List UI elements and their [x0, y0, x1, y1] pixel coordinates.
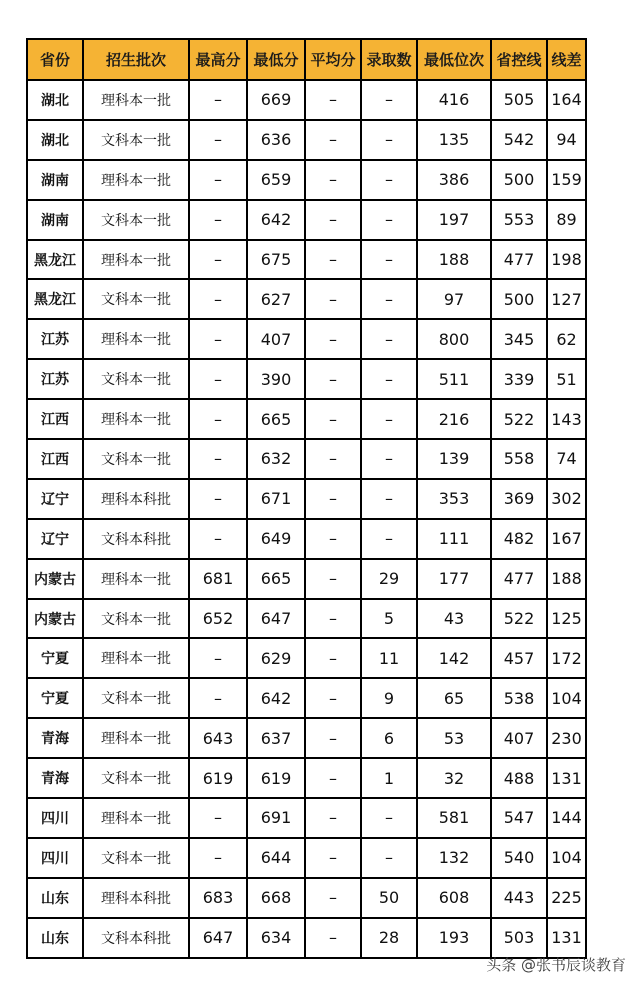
cell-admit-count: –	[361, 399, 417, 439]
header-batch: 招生批次	[83, 39, 189, 80]
cell-province: 山东	[27, 918, 83, 958]
cell-min-rank: 416	[417, 80, 491, 120]
cell-min-rank: 142	[417, 638, 491, 678]
cell-province: 辽宁	[27, 479, 83, 519]
cell-line-diff: 131	[547, 918, 586, 958]
cell-admit-count: –	[361, 240, 417, 280]
table-row	[27, 319, 586, 359]
cell-min-score: 644	[247, 838, 305, 878]
table-row	[27, 638, 586, 678]
cell-min-rank: 511	[417, 359, 491, 399]
cell-control-line: 538	[491, 678, 547, 718]
cell-avg-score: –	[305, 918, 361, 958]
cell-max-score: 643	[189, 718, 247, 758]
cell-min-score: 665	[247, 559, 305, 599]
watermark-text: 头条 @张书辰谈教育	[486, 956, 626, 974]
cell-min-rank: 139	[417, 439, 491, 479]
cell-batch: 理科本一批	[83, 160, 189, 200]
cell-batch: 理科本一批	[83, 559, 189, 599]
cell-min-rank: 53	[417, 718, 491, 758]
cell-avg-score: –	[305, 718, 361, 758]
cell-batch: 文科本一批	[83, 758, 189, 798]
cell-avg-score: –	[305, 838, 361, 878]
cell-batch: 文科本科批	[83, 918, 189, 958]
cell-admit-count: –	[361, 160, 417, 200]
cell-max-score: –	[189, 519, 247, 559]
table-row	[27, 479, 586, 519]
cell-min-rank: 111	[417, 519, 491, 559]
cell-line-diff: 225	[547, 878, 586, 918]
cell-line-diff: 104	[547, 678, 586, 718]
cell-control-line: 345	[491, 319, 547, 359]
cell-province: 宁夏	[27, 638, 83, 678]
table-row	[27, 599, 586, 639]
header-admit-count: 录取数	[361, 39, 417, 80]
cell-province: 黑龙江	[27, 240, 83, 280]
cell-min-rank: 132	[417, 838, 491, 878]
cell-province: 四川	[27, 838, 83, 878]
cell-line-diff: 131	[547, 758, 586, 798]
cell-control-line: 477	[491, 559, 547, 599]
cell-avg-score: –	[305, 80, 361, 120]
cell-province: 江西	[27, 439, 83, 479]
cell-min-rank: 386	[417, 160, 491, 200]
cell-min-score: 669	[247, 80, 305, 120]
table-row	[27, 439, 586, 479]
cell-admit-count: –	[361, 80, 417, 120]
cell-control-line: 547	[491, 798, 547, 838]
table-row	[27, 80, 586, 120]
cell-province: 四川	[27, 798, 83, 838]
cell-control-line: 522	[491, 599, 547, 639]
cell-avg-score: –	[305, 599, 361, 639]
cell-min-score: 637	[247, 718, 305, 758]
cell-batch: 文科本一批	[83, 359, 189, 399]
cell-admit-count: –	[361, 319, 417, 359]
cell-control-line: 500	[491, 160, 547, 200]
cell-avg-score: –	[305, 439, 361, 479]
cell-min-rank: 800	[417, 319, 491, 359]
cell-admit-count: 28	[361, 918, 417, 958]
cell-line-diff: 164	[547, 80, 586, 120]
cell-province: 湖南	[27, 160, 83, 200]
cell-min-rank: 65	[417, 678, 491, 718]
table-row	[27, 359, 586, 399]
cell-min-score: 407	[247, 319, 305, 359]
cell-control-line: 339	[491, 359, 547, 399]
table-row	[27, 798, 586, 838]
cell-avg-score: –	[305, 559, 361, 599]
cell-control-line: 369	[491, 479, 547, 519]
cell-admit-count: –	[361, 519, 417, 559]
cell-line-diff: 302	[547, 479, 586, 519]
cell-batch: 理科本一批	[83, 638, 189, 678]
cell-admit-count: –	[361, 439, 417, 479]
cell-avg-score: –	[305, 638, 361, 678]
cell-admit-count: –	[361, 120, 417, 160]
cell-avg-score: –	[305, 240, 361, 280]
cell-max-score: 647	[189, 918, 247, 958]
cell-line-diff: 198	[547, 240, 586, 280]
cell-avg-score: –	[305, 878, 361, 918]
cell-batch: 理科本一批	[83, 718, 189, 758]
cell-admit-count: 9	[361, 678, 417, 718]
cell-avg-score: –	[305, 120, 361, 160]
table-row	[27, 519, 586, 559]
header-line-diff: 线差	[547, 39, 586, 80]
cell-province: 湖北	[27, 120, 83, 160]
cell-min-score: 636	[247, 120, 305, 160]
cell-min-score: 390	[247, 359, 305, 399]
table-row	[27, 918, 586, 958]
header-province: 省份	[27, 39, 83, 80]
cell-min-score: 634	[247, 918, 305, 958]
cell-max-score: –	[189, 638, 247, 678]
cell-min-rank: 188	[417, 240, 491, 280]
cell-max-score: –	[189, 80, 247, 120]
cell-line-diff: 94	[547, 120, 586, 160]
cell-batch: 理科本科批	[83, 878, 189, 918]
cell-max-score: –	[189, 319, 247, 359]
cell-batch: 文科本一批	[83, 120, 189, 160]
cell-max-score: –	[189, 479, 247, 519]
table-row	[27, 160, 586, 200]
cell-batch: 文科本科批	[83, 519, 189, 559]
table-row	[27, 279, 586, 319]
cell-batch: 文科本一批	[83, 838, 189, 878]
cell-province: 湖南	[27, 200, 83, 240]
cell-control-line: 477	[491, 240, 547, 280]
cell-admit-count: –	[361, 359, 417, 399]
cell-avg-score: –	[305, 399, 361, 439]
cell-line-diff: 167	[547, 519, 586, 559]
cell-min-score: 659	[247, 160, 305, 200]
cell-admit-count: –	[361, 200, 417, 240]
score-table-container	[26, 38, 585, 959]
table-row	[27, 559, 586, 599]
cell-max-score: 652	[189, 599, 247, 639]
cell-admit-count: 11	[361, 638, 417, 678]
cell-avg-score: –	[305, 678, 361, 718]
cell-control-line: 488	[491, 758, 547, 798]
cell-min-rank: 197	[417, 200, 491, 240]
cell-min-rank: 135	[417, 120, 491, 160]
cell-admit-count: 29	[361, 559, 417, 599]
cell-max-score: –	[189, 160, 247, 200]
header-avg-score: 平均分	[305, 39, 361, 80]
cell-line-diff: 74	[547, 439, 586, 479]
cell-batch: 理科本一批	[83, 399, 189, 439]
cell-line-diff: 159	[547, 160, 586, 200]
cell-avg-score: –	[305, 798, 361, 838]
cell-admit-count: –	[361, 479, 417, 519]
cell-admit-count: 5	[361, 599, 417, 639]
cell-min-score: 649	[247, 519, 305, 559]
table-row	[27, 838, 586, 878]
cell-min-rank: 177	[417, 559, 491, 599]
cell-line-diff: 172	[547, 638, 586, 678]
cell-province: 江苏	[27, 359, 83, 399]
cell-control-line: 503	[491, 918, 547, 958]
cell-min-rank: 216	[417, 399, 491, 439]
cell-max-score: 681	[189, 559, 247, 599]
cell-batch: 理科本一批	[83, 798, 189, 838]
table-body	[27, 80, 586, 958]
cell-min-score: 691	[247, 798, 305, 838]
cell-max-score: –	[189, 399, 247, 439]
cell-min-score: 629	[247, 638, 305, 678]
cell-min-rank: 32	[417, 758, 491, 798]
header-control-line: 省控线	[491, 39, 547, 80]
cell-min-score: 671	[247, 479, 305, 519]
cell-max-score: –	[189, 200, 247, 240]
cell-avg-score: –	[305, 200, 361, 240]
cell-province: 山东	[27, 878, 83, 918]
cell-min-score: 665	[247, 399, 305, 439]
cell-control-line: 407	[491, 718, 547, 758]
table-row	[27, 758, 586, 798]
cell-avg-score: –	[305, 279, 361, 319]
cell-line-diff: 104	[547, 838, 586, 878]
table-row	[27, 718, 586, 758]
cell-max-score: –	[189, 120, 247, 160]
cell-min-score: 619	[247, 758, 305, 798]
cell-control-line: 558	[491, 439, 547, 479]
cell-control-line: 482	[491, 519, 547, 559]
header-min-rank: 最低位次	[417, 39, 491, 80]
cell-min-score: 632	[247, 439, 305, 479]
cell-line-diff: 143	[547, 399, 586, 439]
cell-min-rank: 97	[417, 279, 491, 319]
cell-admit-count: –	[361, 798, 417, 838]
cell-min-rank: 608	[417, 878, 491, 918]
cell-province: 江西	[27, 399, 83, 439]
cell-control-line: 505	[491, 80, 547, 120]
cell-max-score: 619	[189, 758, 247, 798]
table-row	[27, 240, 586, 280]
cell-admit-count: 50	[361, 878, 417, 918]
cell-control-line: 522	[491, 399, 547, 439]
cell-admit-count: –	[361, 279, 417, 319]
cell-province: 宁夏	[27, 678, 83, 718]
cell-control-line: 457	[491, 638, 547, 678]
cell-max-score: –	[189, 359, 247, 399]
cell-min-score: 675	[247, 240, 305, 280]
cell-max-score: –	[189, 279, 247, 319]
cell-batch: 文科本一批	[83, 678, 189, 718]
cell-line-diff: 230	[547, 718, 586, 758]
cell-control-line: 542	[491, 120, 547, 160]
cell-min-rank: 193	[417, 918, 491, 958]
cell-batch: 理科本一批	[83, 240, 189, 280]
cell-province: 内蒙古	[27, 559, 83, 599]
table-row	[27, 200, 586, 240]
cell-province: 青海	[27, 718, 83, 758]
cell-batch: 文科本一批	[83, 200, 189, 240]
cell-province: 黑龙江	[27, 279, 83, 319]
cell-batch: 理科本一批	[83, 80, 189, 120]
cell-province: 青海	[27, 758, 83, 798]
cell-control-line: 540	[491, 838, 547, 878]
cell-min-score: 642	[247, 678, 305, 718]
admission-score-table	[26, 38, 587, 959]
cell-max-score: –	[189, 798, 247, 838]
cell-batch: 理科本科批	[83, 479, 189, 519]
cell-line-diff: 125	[547, 599, 586, 639]
cell-control-line: 500	[491, 279, 547, 319]
cell-min-score: 642	[247, 200, 305, 240]
header-max-score: 最高分	[189, 39, 247, 80]
cell-avg-score: –	[305, 479, 361, 519]
cell-batch: 文科本一批	[83, 599, 189, 639]
cell-min-rank: 581	[417, 798, 491, 838]
cell-min-score: 627	[247, 279, 305, 319]
cell-min-score: 647	[247, 599, 305, 639]
cell-province: 内蒙古	[27, 599, 83, 639]
table-row	[27, 399, 586, 439]
cell-line-diff: 144	[547, 798, 586, 838]
table-row	[27, 120, 586, 160]
cell-max-score: 683	[189, 878, 247, 918]
cell-province: 湖北	[27, 80, 83, 120]
cell-admit-count: 1	[361, 758, 417, 798]
cell-admit-count: –	[361, 838, 417, 878]
cell-batch: 文科本一批	[83, 279, 189, 319]
cell-line-diff: 89	[547, 200, 586, 240]
cell-batch: 理科本一批	[83, 319, 189, 359]
cell-min-rank: 353	[417, 479, 491, 519]
cell-max-score: –	[189, 838, 247, 878]
cell-line-diff: 62	[547, 319, 586, 359]
cell-min-rank: 43	[417, 599, 491, 639]
cell-line-diff: 188	[547, 559, 586, 599]
header-min-score: 最低分	[247, 39, 305, 80]
cell-province: 辽宁	[27, 519, 83, 559]
table-row	[27, 678, 586, 718]
cell-batch: 文科本一批	[83, 439, 189, 479]
table-header-row	[27, 39, 586, 80]
cell-province: 江苏	[27, 319, 83, 359]
cell-line-diff: 127	[547, 279, 586, 319]
cell-min-score: 668	[247, 878, 305, 918]
cell-admit-count: 6	[361, 718, 417, 758]
cell-avg-score: –	[305, 319, 361, 359]
cell-avg-score: –	[305, 758, 361, 798]
cell-avg-score: –	[305, 519, 361, 559]
cell-max-score: –	[189, 678, 247, 718]
cell-max-score: –	[189, 240, 247, 280]
cell-control-line: 443	[491, 878, 547, 918]
cell-avg-score: –	[305, 359, 361, 399]
cell-max-score: –	[189, 439, 247, 479]
table-row	[27, 878, 586, 918]
cell-line-diff: 51	[547, 359, 586, 399]
cell-control-line: 553	[491, 200, 547, 240]
cell-avg-score: –	[305, 160, 361, 200]
